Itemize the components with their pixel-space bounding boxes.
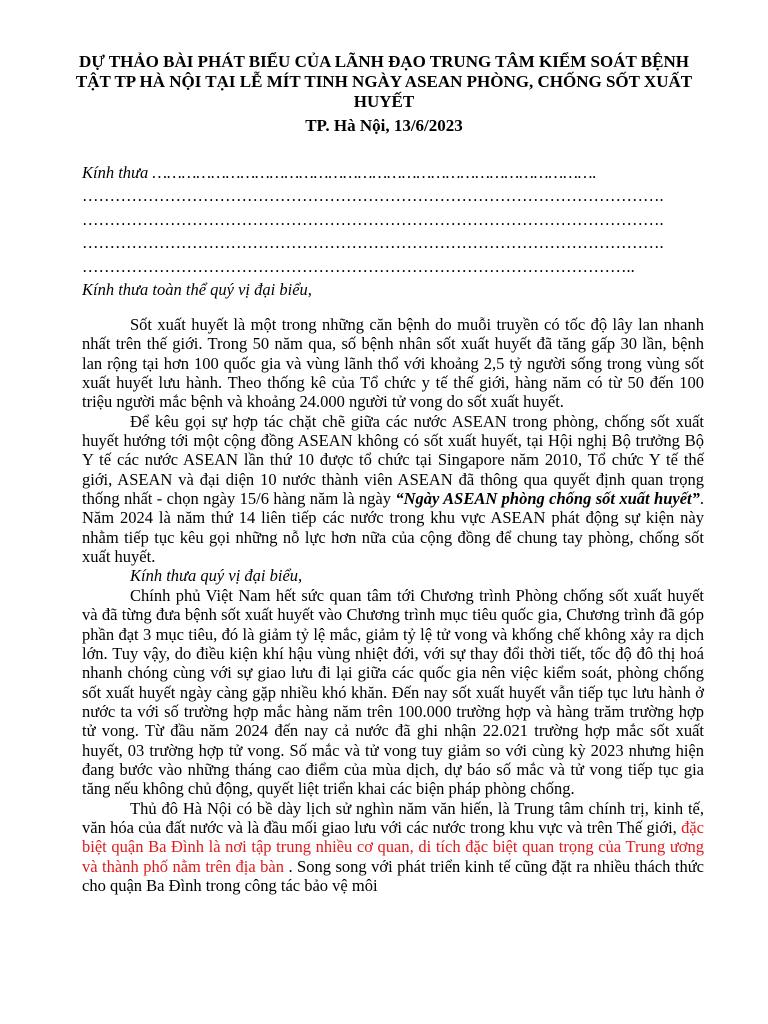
paragraph-hanoi	[82, 799, 704, 896]
highlighted-text: đặc biệt quận Ba Đình là nơi tập trung nhiều cơ quan, di tích đặc biệt quan trọng của Trung ương và thành phố nằm trên địa bàn	[82, 817, 704, 876]
paragraph-vietnam-program: Chính phủ Việt Nam hết sức quan tâm tới Chương trình Phòng chống sốt xuất huyết và đã từng đưa bệnh sốt xuất huyết vào Chương trình mục tiêu quốc gia, Chương trình đã góp phần đạt 3 mục tiêu, đó là giảm tỷ lệ mắc, giảm tỷ lệ tử vong và khống chế không xảy ra dịch lớn. Tuy vậy, do điều kiện khí hậu vùng nhiệt đới, với sự thay đổi thời tiết, tốc độ đô thị hoá nhanh chóng cùng với sự giao lưu đi lại giữa các quốc gia nên việc kiểm soát, phòng chống sốt xuất huyết ngày càng gặp nhiều khó khăn. Đến nay sốt xuất huyết vẫn tiếp tục lưu hành ở nước ta với số trường hợp mắc hàng năm trên 100.000 trường hợp và hàng trăm trường hợp tử vong. Từ đầu năm 2024 đến nay cả nước đã ghi nhận 22.021 trường hợp mắc sốt xuất huyết, 03 trường hợp tử vong. Số mắc và tử vong tuy giảm so với cùng kỳ 2023 nhưng hiện đang bước vào những tháng cao điểm của mùa dịch, dự báo số mắc và tử vong tiếp tục gia tăng nếu không chủ động, quyết liệt triển khai các biện pháp phòng chống.	[82, 585, 704, 799]
address-all-line: Kính thưa toàn thể quý vị đại biểu,	[82, 279, 312, 299]
date-line: TP. Hà Nội, 13/6/2023	[305, 116, 463, 135]
paragraph-text: Thủ đô Hà Nội có bề dày lịch sử nghìn năm văn hiến, là Trung tâm chính trị, kinh tế, văn hóa của đất nước và là đầu mối giao lưu với các nước trong khu vực và trên Thế giới,	[82, 798, 704, 837]
salutation-line: Kính thưa ……………………………………………………………………………….	[82, 163, 597, 182]
salutation-line: …………………………………………………………………………………………….	[82, 186, 664, 206]
speech-body	[82, 315, 704, 895]
salutation-line: …………………………………………………………………………………………….	[82, 233, 664, 253]
paragraph-asean-day	[82, 412, 704, 567]
document-title: DỰ THẢO BÀI PHÁT BIỂU CỦA LÃNH ĐẠO TRUNG TÂM KIỂM SOÁT BỆNH TẬT TP HÀ NỘI TẠI LỄ MÍT TINH NGÀY ASEAN PHÒNG, CHỐNG SỐT XUẤT HUYẾT	[75, 52, 693, 111]
salutation-line: ………………………………………………………………………………………..	[82, 256, 635, 276]
paragraph-text: . Năm 2024 là năm thứ 14 liên tiếp các nước trong khu vực ASEAN phát động sự kiện này nhằm tiếp tục kêu gọi những nỗ lực hơn nữa của cộng đồng để chung tay phòng, chống sốt xuất huyết.	[82, 489, 704, 567]
address-guests-line: Kính thưa quý vị đại biểu,	[130, 566, 303, 586]
paragraph-text: Để kêu gọi sự hợp tác chặt chẽ giữa các nước ASEAN trong phòng, chống sốt xuất huyết hướng tới một cộng đồng ASEAN không có sốt xuất huyết, tại Hội nghị Bộ trưởng Bộ Y tế các nước ASEAN lần thứ 10 được tổ chức tại Singapore năm 2010, Tổ chức Y tế thế giới, ASEAN và đại diện 10 nước thành viên ASEAN đã thông qua quyết định quan trọng thống nhất - chọn ngày 15/6 hàng năm là ngày	[82, 411, 704, 509]
paragraph-intro: Sốt xuất huyết là một trong những căn bệnh do muỗi truyền có tốc độ lây lan nhanh nhất trên thế giới. Trong 50 năm qua, số bệnh nhân sốt xuất huyết đã tăng gấp 30 lần, bệnh lan rộng tại hơn 100 quốc gia và vùng lãnh thổ với khoảng 2,5 tỷ người sống trong vùng sốt xuất huyết lưu hành. Theo thống kê của Tổ chức y tế thế giới, hàng năm có từ 50 đến 100 triệu người mắc bệnh và khoảng 24.000 người tử vong do sốt xuất huyết.	[82, 315, 704, 412]
salutation-line: …………………………………………………………………………………………….	[82, 209, 664, 229]
event-name-emphasis: “Ngày ASEAN phòng chống sốt xuất huyết”	[395, 489, 700, 509]
salutation-block	[82, 161, 697, 301]
paragraph-text: . Song song với phát triển kinh tế cũng đặt ra nhiều thách thức cho quận Ba Đình trong công tác bảo vệ môi	[82, 856, 704, 895]
